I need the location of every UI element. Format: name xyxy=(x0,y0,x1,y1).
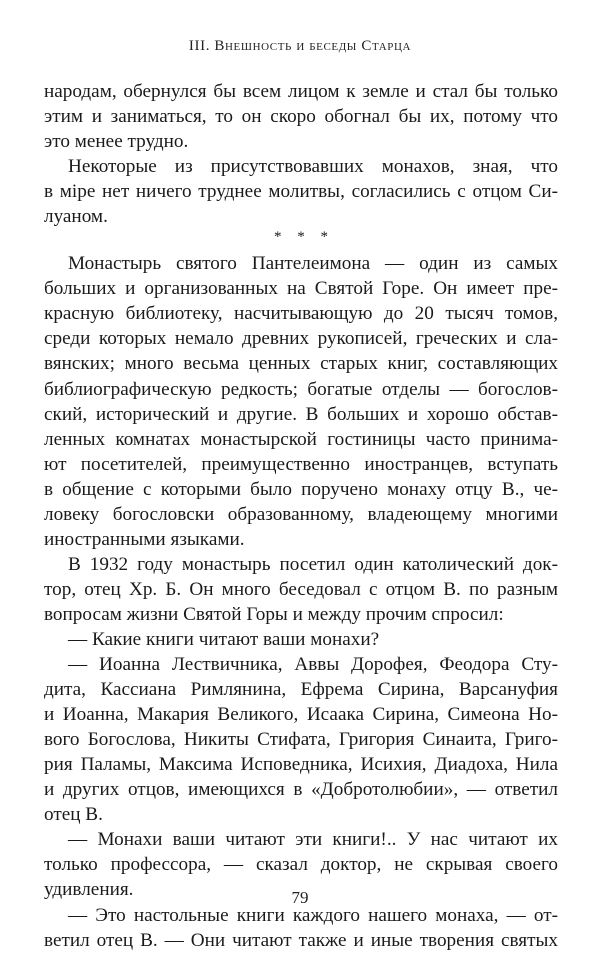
text-line: в общение с которыми было поручено монаху отцу В., че- xyxy=(44,478,558,500)
text-line: рия Паламы, Максима Исповедника, Исихия, Диадоха, Нила xyxy=(44,754,558,776)
text-line: больших и организованных на Святой Горе. Он имеет пре- xyxy=(44,278,558,300)
text-line: удивления. xyxy=(44,879,134,901)
body-text xyxy=(44,79,558,953)
section-separator: * * * xyxy=(274,229,334,246)
text-line: дита, Кассиана Римлянина, Ефрема Сирина, Варсануфия xyxy=(44,679,558,701)
text-line: ветил отец В. — Они читают также и иные творения святых xyxy=(44,929,558,951)
text-line: и других отцов, имеющихся в «Добротолюбии», — ответил xyxy=(44,779,558,801)
text-line: красную библиотеку, насчитывающую до 20 тысяч томов, xyxy=(44,303,558,325)
text-line: иностранными языками. xyxy=(44,528,245,550)
text-line: ский, исторический и другие. В больших и хорошо обстав- xyxy=(44,403,558,425)
text-line: луаном. xyxy=(44,206,108,228)
text-line: — Это настольные книги каждого нашего монаха, — от- xyxy=(68,904,558,926)
text-line: это менее трудно. xyxy=(44,131,189,153)
text-line: ловеку богословски образованному, владеющему многими xyxy=(44,503,558,525)
dialog-paragraph xyxy=(44,652,558,827)
text-line: среди которых немало древних рукописей, греческих и сла- xyxy=(44,328,558,350)
text-line: ленных комнатах монастырской гостиницы часто принима- xyxy=(44,428,558,450)
running-head: III. Внешность и беседы Старца xyxy=(188,38,412,54)
text-line: тор, отец Хр. Б. Он много беседовал с отцом В. по разным xyxy=(44,578,558,600)
text-line: и Иоанна, Макария Великого, Исаака Сирина, Симеона Но- xyxy=(44,704,558,726)
text-line: вопросам жизни Святой Горы и между прочим спросил: xyxy=(44,603,504,625)
text-line: — Монахи ваши читают эти книги!.. У нас читают их xyxy=(68,829,558,851)
text-line: вянских; много весьма ценных старых книг, составляющих xyxy=(44,353,558,375)
paragraph xyxy=(44,552,558,627)
text-line: библиографическую редкость; богатые отделы — богослов- xyxy=(44,378,558,400)
text-line: Некоторые из присутствовавших монахов, зная, что xyxy=(68,156,558,178)
text-line: вого Богослова, Никиты Стифата, Григория Синаита, Григо- xyxy=(44,729,558,751)
page-number: 79 xyxy=(291,888,309,907)
text-line: отец В. xyxy=(44,804,103,826)
text-line: Монастырь святого Пантелеимона — один из самых xyxy=(68,253,558,275)
text-line: ют посетителей, преимущественно иностранцев, вступать xyxy=(44,453,558,475)
text-line: только профессора, — сказал доктор, не скрывая своего xyxy=(44,854,558,876)
paragraph xyxy=(44,251,558,552)
paragraph xyxy=(44,154,558,229)
paragraph xyxy=(44,79,558,154)
dialog-paragraph xyxy=(44,627,558,652)
text-line: В 1932 году монастырь посетил один католический док- xyxy=(68,553,558,575)
dialog-paragraph xyxy=(44,903,558,953)
text-line: — Какие книги читают ваши монахи? xyxy=(68,628,380,650)
text-line: в міре нет ничего труднее молитвы, согласились с отцом Си- xyxy=(44,181,558,203)
text-line: — Иоанна Лествичника, Аввы Дорофея, Феодора Сту- xyxy=(68,654,558,676)
text-line: народам, обернулся бы всем лицом к земле и стал бы только xyxy=(44,81,558,102)
text-line: этим и заниматься, то он скоро обогнал бы их, потому что xyxy=(44,106,558,128)
